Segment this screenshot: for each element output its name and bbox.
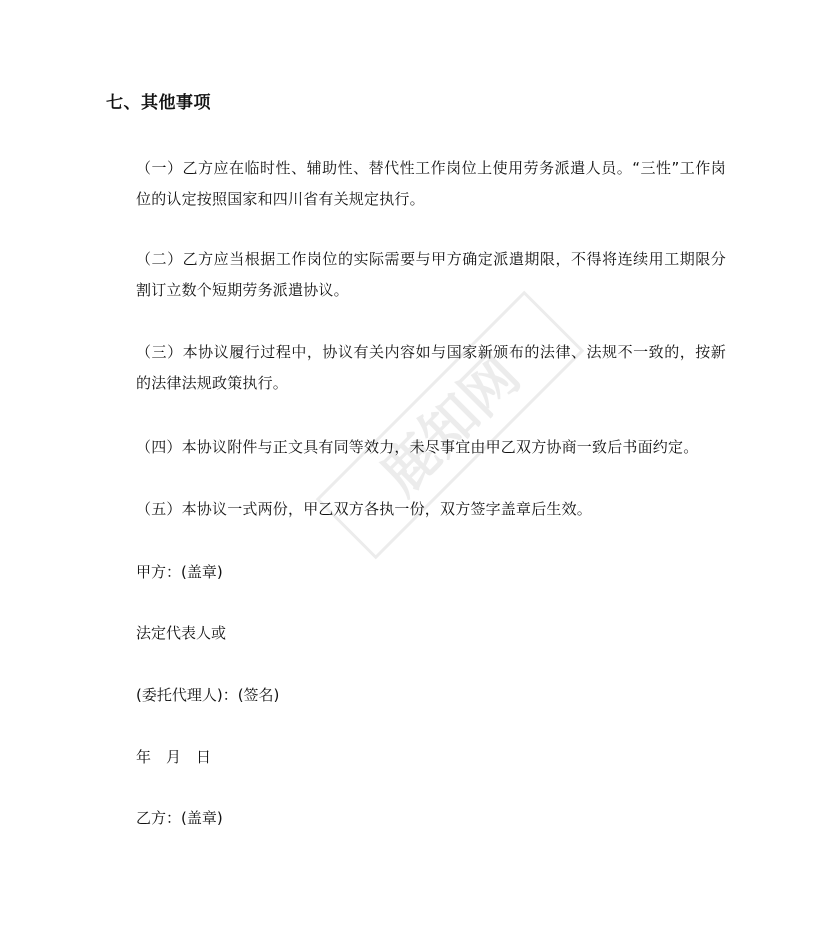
paragraph-5-text: （五）本协议一式两份，甲乙双方各执一份，双方签字盖章后生效。 — [136, 500, 593, 518]
paragraph-5 — [106, 494, 726, 525]
paragraph-4-text: （四）本协议附件与正文具有同等效力，未尽事宜由甲乙双方协商一致后书面约定。 — [136, 438, 699, 456]
paragraph-2 — [106, 244, 726, 306]
paragraph-1-text: （一）乙方应在临时性、辅助性、替代性工作岗位上使用劳务派遣人员。“三性”工作岗位的认定按照国家和四川省有关规定执行。 — [136, 159, 726, 208]
paragraph-4 — [106, 432, 726, 463]
date-line: 年 月 日 — [136, 748, 212, 766]
watermark-text: 鹿知网 — [367, 342, 533, 508]
section-heading: 七、其他事项 — [106, 93, 211, 113]
party-a-seal-line: 甲方：(盖章) — [136, 563, 223, 581]
paragraph-3 — [106, 337, 726, 399]
paragraph-1 — [106, 153, 726, 215]
paragraph-2-text: （二）乙方应当根据工作岗位的实际需要与甲方确定派遣期限，不得将连续用工期限分割订立数个短期劳务派遣协议。 — [136, 250, 726, 299]
legal-representative-line: 法定代表人或 — [136, 624, 227, 642]
paragraph-3-text: （三）本协议履行过程中，协议有关内容如与国家新颁布的法律、法规不一致的，按新的法律法规政策执行。 — [136, 343, 726, 392]
party-b-seal-line: 乙方：(盖章) — [136, 809, 223, 827]
agent-signature-line: (委托代理人)：(签名) — [136, 686, 280, 704]
